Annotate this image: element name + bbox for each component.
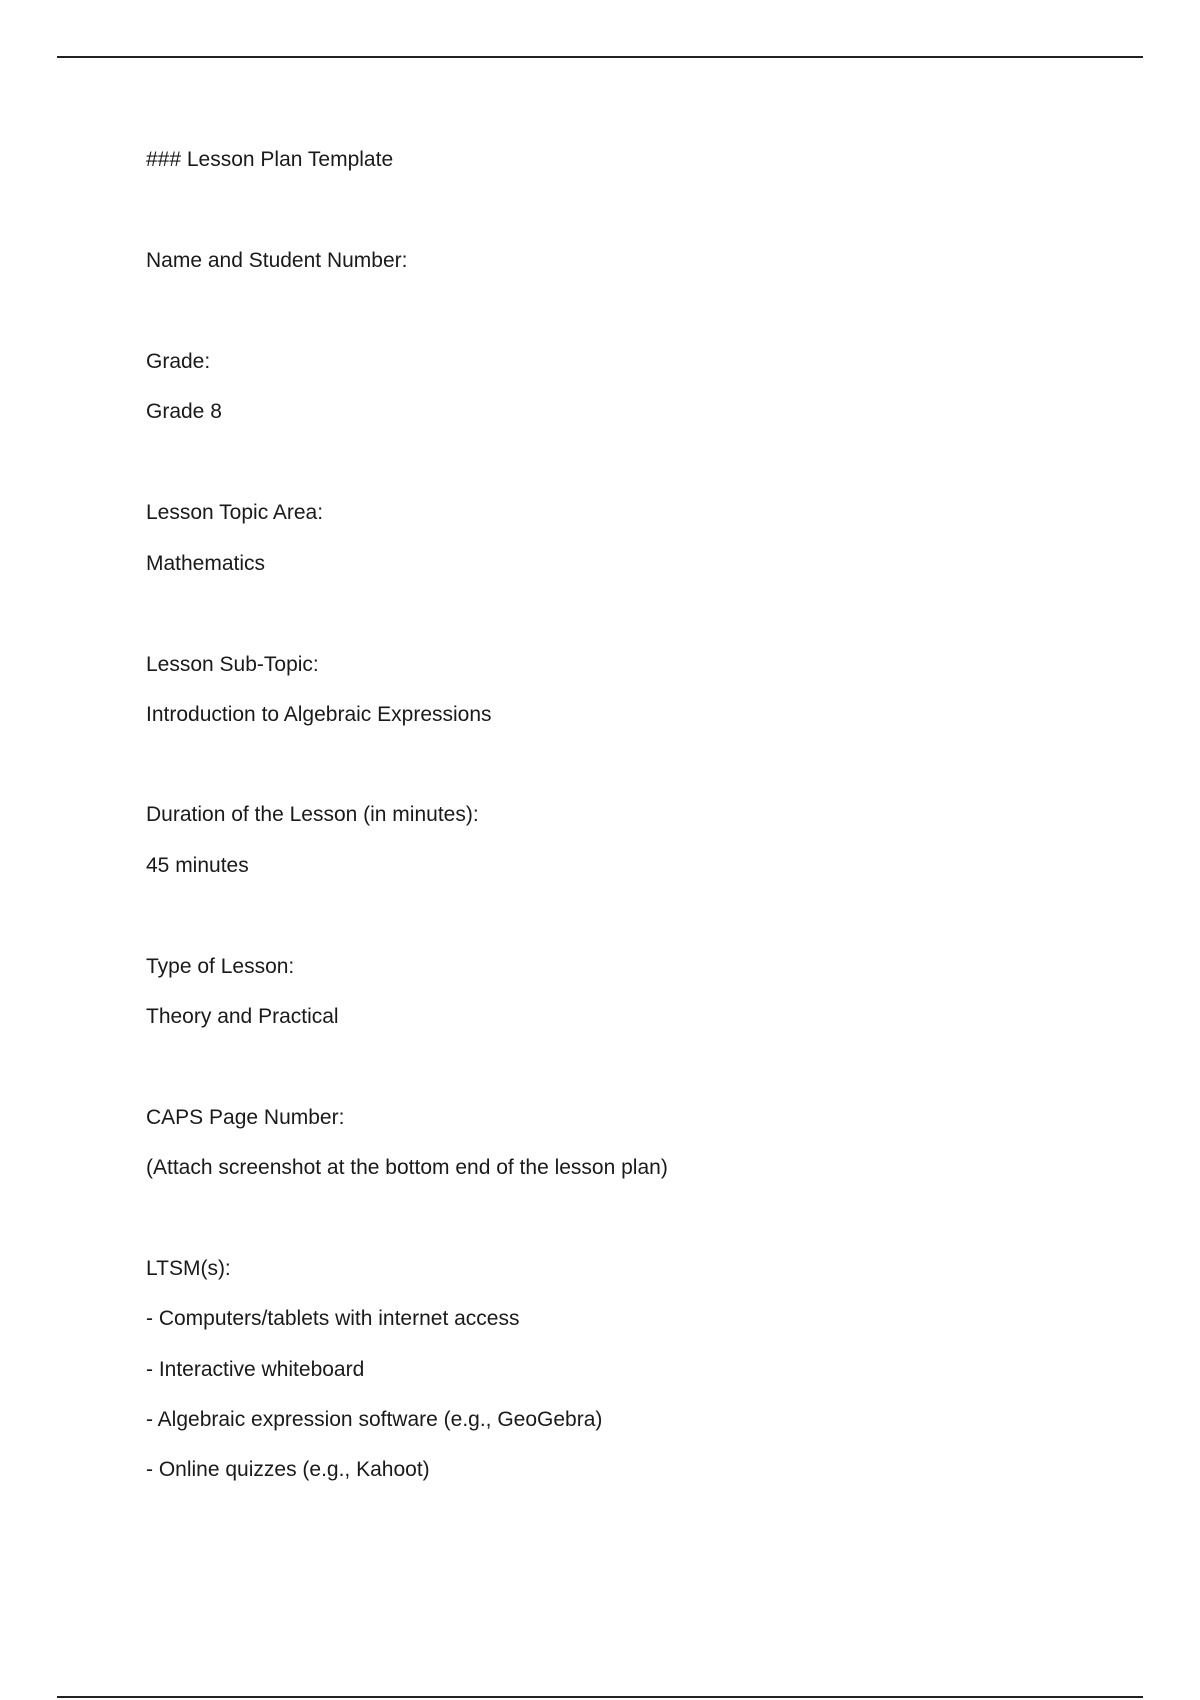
lesson-type-label: Type of Lesson: <box>146 955 295 978</box>
sub-topic-value: Introduction to Algebraic Expressions <box>146 703 492 726</box>
ltsm-label: LTSM(s): <box>146 1257 231 1280</box>
ltsm-list-item: - Online quizzes (e.g., Kahoot) <box>146 1458 430 1481</box>
topic-area-label: Lesson Topic Area: <box>146 501 324 524</box>
caps-page-number-value: (Attach screenshot at the bottom end of the lesson plan) <box>146 1156 668 1179</box>
topic-area-value: Mathematics <box>146 552 266 575</box>
lesson-type-value: Theory and Practical <box>146 1005 339 1028</box>
header-rule <box>57 56 1143 58</box>
grade-label: Grade: <box>146 350 211 373</box>
duration-value: 45 minutes <box>146 854 249 877</box>
sub-topic-label: Lesson Sub-Topic: <box>146 653 319 676</box>
ltsm-list-item: - Interactive whiteboard <box>146 1358 365 1381</box>
caps-page-number-label: CAPS Page Number: <box>146 1106 345 1129</box>
duration-label: Duration of the Lesson (in minutes): <box>146 803 479 826</box>
grade-value: Grade 8 <box>146 400 222 423</box>
name-student-number-label: Name and Student Number: <box>146 249 408 272</box>
document-heading: ### Lesson Plan Template <box>146 148 394 171</box>
ltsm-list-item: - Computers/tablets with internet access <box>146 1307 520 1330</box>
footer-rule <box>57 1696 1143 1698</box>
ltsm-list-item: - Algebraic expression software (e.g., GeoGebra) <box>146 1408 603 1431</box>
